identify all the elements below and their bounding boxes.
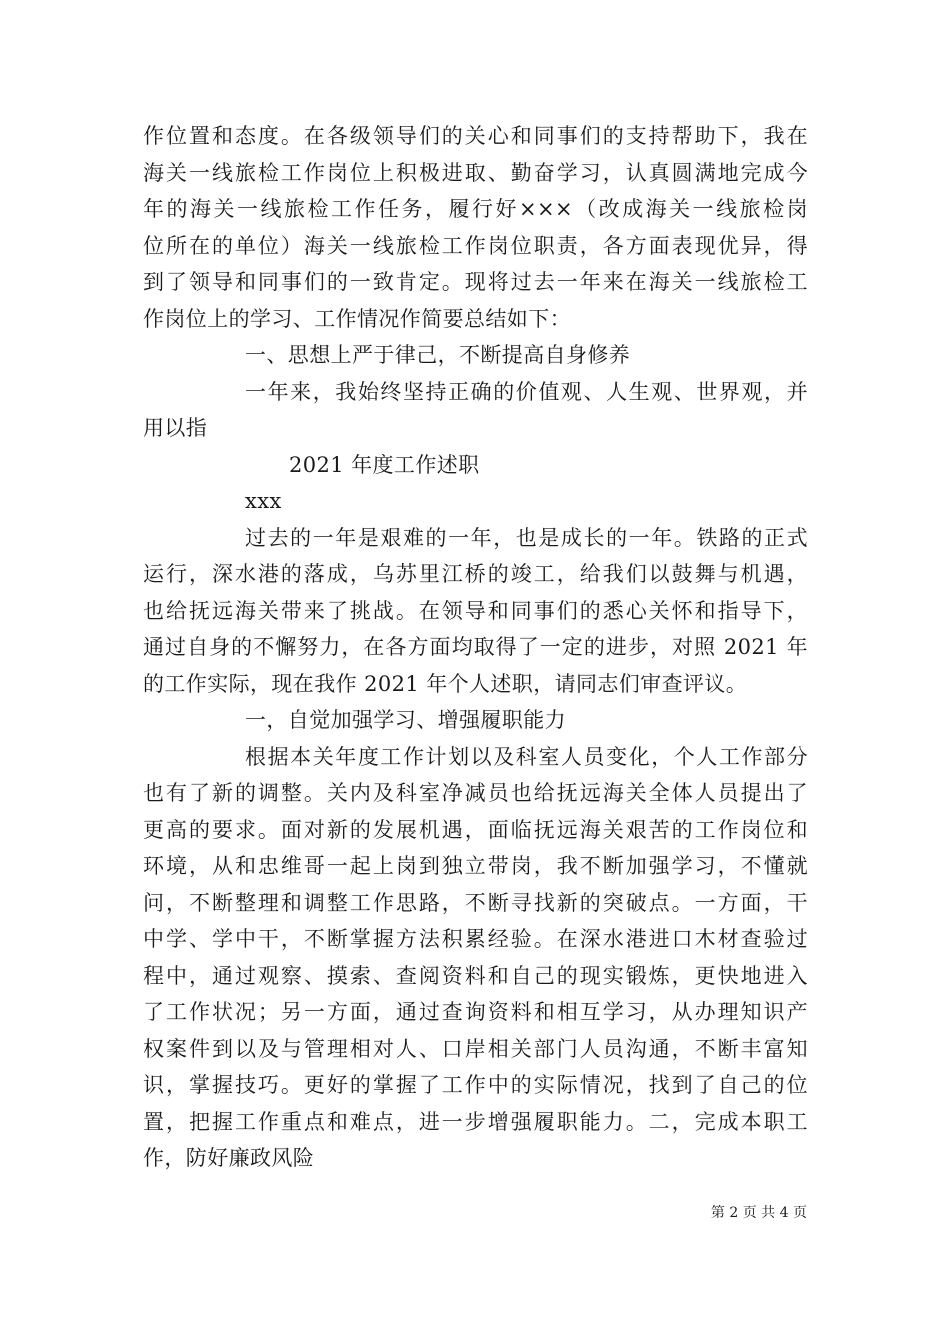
document-body xyxy=(143,118,808,1177)
body-text-line: 根据本关年度工作计划以及科室人员变化，个人工作部分 xyxy=(245,744,808,769)
author-name: xxx xyxy=(245,489,282,513)
body-text-line: 到了领导和同事们的一致肯定。现将过去一年来在海关一线旅检工 xyxy=(143,270,808,294)
body-text-line: 权案件到以及与管理相对人、口岸相关部门人员沟通，不断丰富知 xyxy=(143,1036,808,1061)
body-text-line: 位所在的单位）海关一线旅检工作岗位职责，各方面表现优异，得 xyxy=(143,233,808,258)
body-text-line: 海关一线旅检工作岗位上积极进取、勤奋学习，认真圆满地完成今 xyxy=(143,160,808,185)
body-text-line: 通过自身的不懈努力，在各方面均取得了一定的进步，对照 2021 年 xyxy=(143,635,808,659)
body-text-line: 更高的要求。面对新的发展机遇，面临抚远海关艰苦的工作岗位和 xyxy=(143,817,808,842)
body-text-line: 作位置和态度。在各级领导们的关心和同事们的支持帮助下，我在 xyxy=(143,124,808,148)
section-heading: 一，自觉加强学习、增强履职能力 xyxy=(245,708,566,732)
body-text-line: 一年来，我始终坚持正确的价值观、人生观、世界观，并 xyxy=(245,379,808,404)
document-title: 2021 年度工作述职 xyxy=(289,452,480,477)
body-text-line: 作，防好廉政风险 xyxy=(143,1146,315,1170)
page-footer: 第 2 页 共 4 页 xyxy=(710,1205,807,1221)
body-text-line: 环境，从和忠维哥一起上岗到独立带岗，我不断加强学习，不懂就 xyxy=(143,854,808,878)
body-text-line: 程中，通过观察、摸索、查阅资料和自己的现实锻炼，更快地进入 xyxy=(143,963,808,988)
section-heading: 一、思想上严于律己，不断提高自身修养 xyxy=(245,343,631,367)
body-text-line: 年的海关一线旅检工作任务，履行好×××（改成海关一线旅检岗 xyxy=(143,197,808,221)
body-text-line: 用以指 xyxy=(143,416,208,440)
body-text-line: 识，掌握技巧。更好的掌握了工作中的实际情况，找到了自己的位 xyxy=(143,1073,808,1097)
body-text-line: 了工作状况；另一方面，通过查询资料和相互学习，从办理知识产 xyxy=(143,1000,808,1024)
body-text-line: 作岗位上的学习、工作情况作简要总结如下： xyxy=(143,306,571,331)
body-text-line: 中学、学中干，不断掌握方法积累经验。在深水港进口木材查验过 xyxy=(143,927,808,951)
body-text-line: 置，把握工作重点和难点，进一步增强履职能力。二，完成本职工 xyxy=(143,1109,808,1134)
body-text-line: 的工作实际，现在我作 2021 年个人述职，请同志们审查评议。 xyxy=(143,671,748,696)
body-text-line: 也给抚远海关带来了挑战。在领导和同事们的悉心关怀和指导下， xyxy=(143,598,808,623)
body-text-line: 也有了新的调整。关内及科室净减员也给抚远海关全体人员提出了 xyxy=(143,781,808,805)
body-text-line: 运行，深水港的落成，乌苏里江桥的竣工，给我们以鼓舞与机遇， xyxy=(143,562,808,586)
body-text-line: 过去的一年是艰难的一年，也是成长的一年。铁路的正式 xyxy=(245,525,808,550)
body-text-line: 问，不断整理和调整工作思路，不断寻找新的突破点。一方面，干 xyxy=(143,890,808,915)
